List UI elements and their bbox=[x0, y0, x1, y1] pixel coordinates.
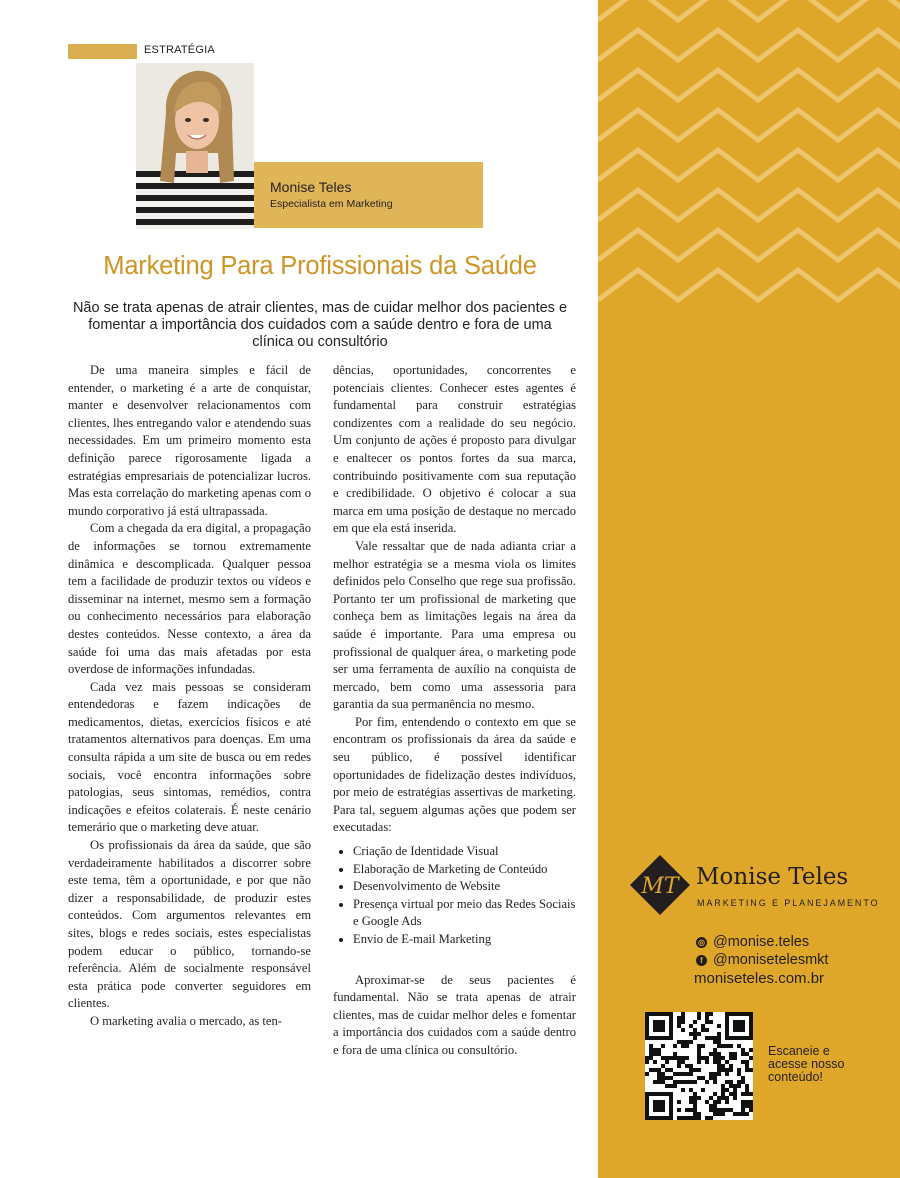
list-item: • Desenvolvimento de Website bbox=[353, 878, 576, 896]
paragraph: De uma maneira simples e fácil de entender, o marketing é a arte de conquistar, manter e desenvolver relacionamentos com clientes, lhes entregando valor e atendendo suas necessidades. Em um primeiro momento esta definição parece rigorosamente ligada a estratégias empresariais de potencializar lucros. Mas esta correlação do marketing apenas com o mundo corporativo já está ultrapassada. bbox=[68, 363, 311, 518]
author-name: Monise Teles bbox=[270, 179, 352, 195]
author-photo bbox=[136, 63, 254, 229]
instagram-handle[interactable] bbox=[696, 934, 809, 950]
article-subtitle: Não se trata apenas de atrair clientes, mas de cuidar melhor dos pacientes e fomentar a importância dos cuidados com a saúde dentro e fora de uma clínica ou consultório bbox=[72, 300, 568, 350]
paragraph: Os profissionais da área da saúde, que são verdadeiramente habilitados a discorrer sobre este tema, têm a oportunidade, e por que não dizer a responsabilidade, de produzir estes conteúdos. Com argumentos relevantes em sites, blogs e redes sociais, estes especialistas podem educar o público, tornando-se referência. Além de socialmente responsável esta prática pode converter seguidores em clientes. bbox=[68, 838, 311, 1011]
facebook-handle[interactable] bbox=[696, 952, 828, 968]
article-column-1 bbox=[68, 362, 311, 1031]
list-item: • Elaboração de Marketing de Conteúdo bbox=[353, 861, 576, 879]
facebook-icon: f bbox=[696, 955, 707, 966]
article-column-2 bbox=[333, 362, 576, 1060]
website-link[interactable]: moniseteles.com.br bbox=[694, 970, 825, 987]
qr-call-to-action: Escaneie e acesse nosso conteúdo! bbox=[768, 1044, 845, 1084]
chevron-pattern bbox=[598, 0, 900, 320]
paragraph: Vale ressaltar que de nada adianta criar a melhor estratégia se a mesma viola os limites definidos pelo Conselho que rege sua profissão. Portanto ter um profissional de marketing que conheça bem as limitações legais na área da saúde é importante. Para uma empresa ou profissional de qualquer área, o marketing pode ser uma ferramenta de auxílio na conquista de mercado, bem como uma assessoria para garantia da sua permanência no mesmo. bbox=[333, 538, 576, 712]
instagram-text: @monise.teles bbox=[713, 934, 810, 950]
list-item: • Presença virtual por meio das Redes Sociais e Google Ads bbox=[353, 896, 576, 931]
list-item: • Criação de Identidade Visual bbox=[353, 843, 576, 861]
article-title: Marketing Para Profissionais da Saúde bbox=[103, 252, 537, 280]
svg-text:MT: MT bbox=[641, 874, 679, 899]
section-tag-bar bbox=[68, 44, 137, 59]
author-role: Especialista em Marketing bbox=[270, 198, 393, 210]
brand-logo-icon bbox=[630, 855, 690, 915]
instagram-icon: ◎ bbox=[696, 937, 707, 948]
paragraph: dências, oportunidades, concorrentes e potenciais clientes. Conhecer estes agentes é fundamental para construir estratégias condizentes com a realidade do seu negócio. Um conjunto de ações é proposto para divulgar e enaltecer os pontos fortes da sua marca, contribuindo positivamente com sua reputação e credibilidade. O objetivo é colocar a sua marca em uma posição de destaque no mercado em que ela está inserida. bbox=[333, 363, 576, 536]
list-item: • Envio de E-mail Marketing bbox=[353, 931, 576, 949]
section-label: ESTRATÉGIA bbox=[144, 44, 215, 56]
brand-name: Monise Teles bbox=[696, 864, 849, 890]
paragraph: Cada vez mais pessoas se consideram entendedoras e fazem indicações de medicamentos, dietas, exercícios físicos e até tratamentos alternativos para doenças. Em uma consulta rápida a um site de busca ou em redes sociais, você encontra informações sobre patologias, seus sintomas, remédios, contra indicações e efeitos colaterais. É neste cenário temerário que o marketing deve atuar. bbox=[68, 679, 311, 835]
sidebar-panel bbox=[598, 0, 900, 1178]
facebook-text: @monisetelesmkt bbox=[713, 952, 829, 968]
paragraph: Aproximar-se de seus pacientes é fundamental. Não se trata apenas de atrair clientes, mas de cuidar melhor deles e fomentar a importância dos cuidados com a saúde dentro e fora de uma clínica ou consultório. bbox=[333, 972, 576, 1057]
actions-list bbox=[333, 843, 576, 949]
paragraph: Com a chegada da era digital, a propagação de informações se tornou extremamente dinâmica e descomplicada. Qualquer pessoa tem a facilidade de produzir textos ou vídeos e disseminar na internet, mesmo sem a formação ou conhecimento necessários para elaboração destes conteúdos. Nesse contexto, a área da saúde foi uma das mais afetadas por esta overdose de informações infundadas. bbox=[68, 521, 311, 677]
paragraph: Por fim, entendendo o contexto em que se encontram os profissionais da área da saúde e seu público, é possível identificar oportunidades de fidelização destes indivíduos, por meio de estratégias assertivas de marketing. Para tal, seguem algumas ações que podem ser executadas: bbox=[333, 714, 576, 835]
paragraph: O marketing avalia o mercado, as ten- bbox=[90, 1013, 282, 1028]
author-box bbox=[254, 162, 483, 228]
brand-tagline: MARKETING E PLANEJAMENTO bbox=[697, 898, 880, 908]
qr-code[interactable] bbox=[645, 1012, 753, 1120]
